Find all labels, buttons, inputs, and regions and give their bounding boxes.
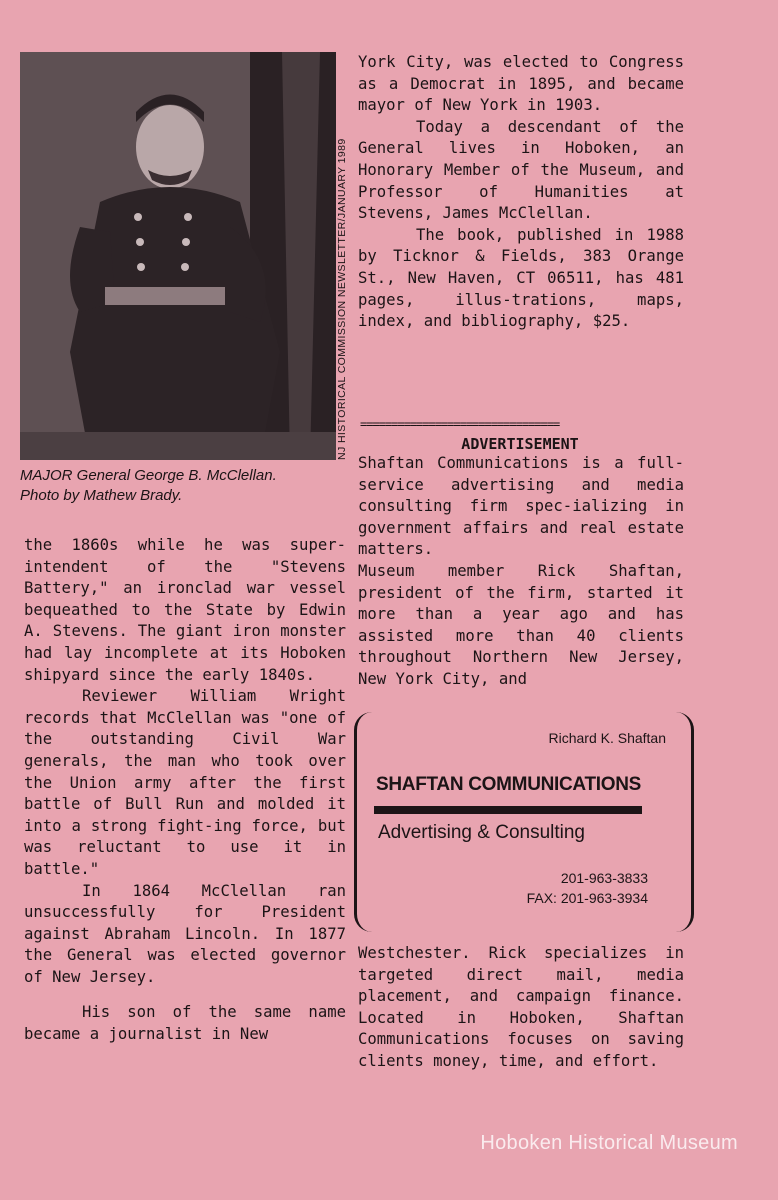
general-portrait-image <box>20 52 336 460</box>
business-card <box>354 712 694 932</box>
card-fax: FAX: 201-963-3934 <box>526 890 648 906</box>
caption-line-2: Photo by Mathew Brady. <box>20 487 183 504</box>
left-paragraph-2: Reviewer William Wright records that McClellan was "one of the outstanding Civil War generals, the man who took over the Union army after the first battle of Bull Run and molded it into a strong fight-ing force, but was reluctant to use it in battle." <box>24 687 346 878</box>
card-divider-bar <box>374 806 642 814</box>
advertisement-heading: ADVERTISEMENT <box>461 435 579 453</box>
advertisement-body-continued <box>358 943 684 1073</box>
ad-paragraph-2: Museum member Rick Shaftan, president of the firm, started it more than a year ago and has assisted more than 40 clients throughout Northern New Jersey, New York City, and <box>358 561 684 688</box>
card-left-bracket <box>354 712 375 932</box>
right-paragraph-1: York City, was elected to Congress as a Democrat in 1895, and became mayor of New York in 1903. <box>358 53 684 115</box>
photo-side-credit: NJ HISTORICAL COMMISSION NEWSLETTER/JANUARY 1989 <box>336 138 348 460</box>
card-tagline: Advertising & Consulting <box>378 822 585 843</box>
right-paragraph-3: The book, published in 1988 by Ticknor & Fields, 383 Orange St., New Haven, CT 06511, has 481 pages, illus-trations, maps, index, and bibliography, $25. <box>358 225 684 331</box>
left-paragraph-3: In 1864 McClellan ran unsuccessfully for President against Abraham Lincoln. In 1877 the General was elected governor of New Jersey. <box>24 881 346 986</box>
left-paragraph-1: the 1860s while he was super-intendent of the "Stevens Battery," an ironclad war vessel bequeathed to the State by Edwin A. Stevens. The giant iron monster had lay incomplete at its Hoboken shipyard since the early 1840s. <box>24 536 346 684</box>
advertisement-body <box>358 453 684 691</box>
card-phone: 201-963-3833 <box>560 870 648 886</box>
right-column-top <box>358 52 684 333</box>
caption-line-1: MAJOR General George B. McClellan. <box>20 467 277 484</box>
ad-paragraph-1: Shaftan Communications is a full-service advertising and media consulting firm spec-ializing in government affairs and real estate matters. <box>358 454 684 559</box>
right-paragraph-2: Today a descendant of the General lives in Hoboken, an Honorary Member of the Museum, and Professor of Humanities at Stevens, James McClellan. <box>358 117 684 223</box>
museum-watermark: Hoboken Historical Museum <box>480 1132 738 1154</box>
section-divider: ================================ <box>360 418 560 430</box>
left-paragraph-4: His son of the same name became a journalist in New <box>24 1003 346 1044</box>
card-right-bracket <box>673 712 694 932</box>
left-column <box>24 535 346 1046</box>
card-company-name: SHAFTAN COMMUNICATIONS <box>376 774 642 795</box>
ad-paragraph-3: Westchester. Rick specializes in targeted direct mail, media placement, and campaign finance. Located in Hoboken, Shaftan Communications focuses on saving clients money, time, and effort. <box>358 944 684 1070</box>
card-person-name: Richard K. Shaftan <box>548 730 666 746</box>
portrait-photo <box>20 52 336 460</box>
photo-caption <box>20 466 350 506</box>
